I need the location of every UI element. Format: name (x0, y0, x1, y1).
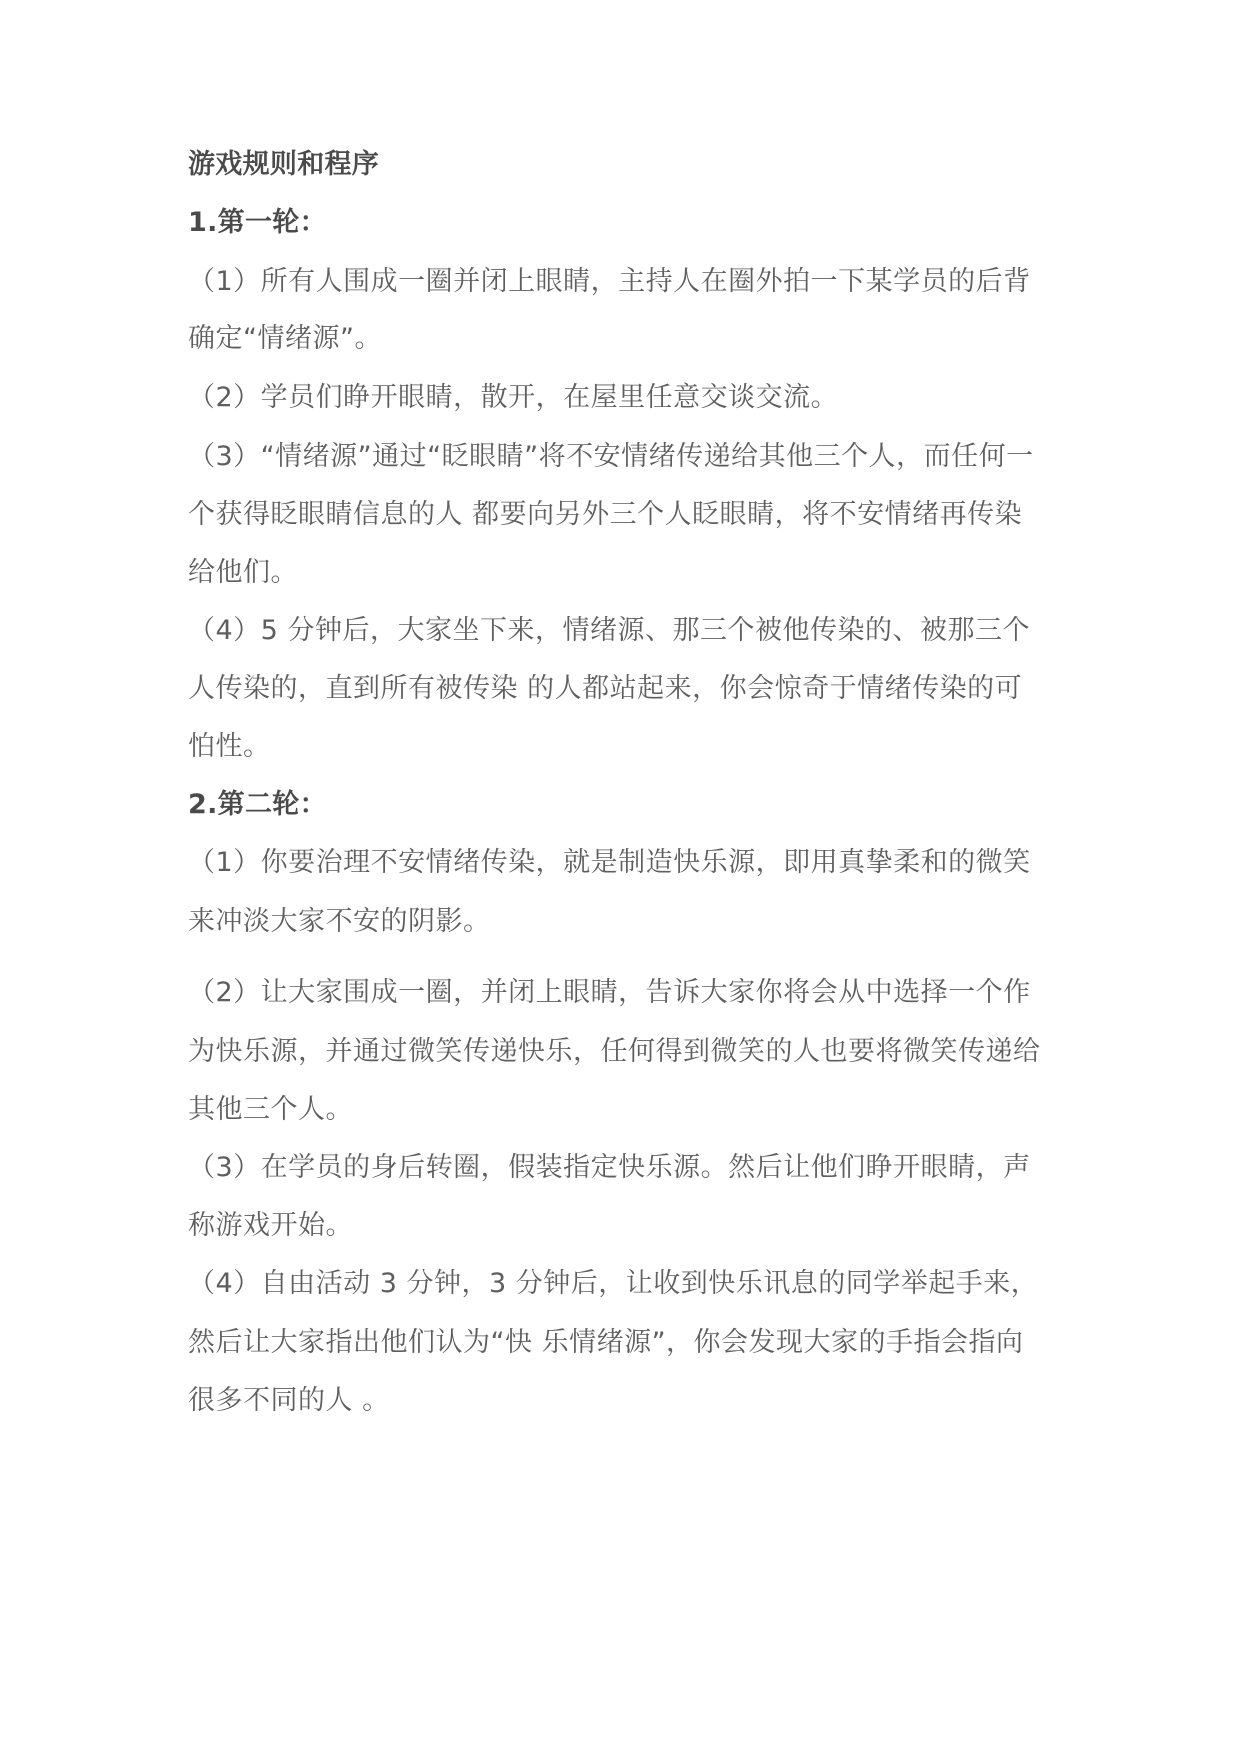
round2-line-10: 很多不同的人 。 (188, 1385, 390, 1416)
round1-line-9: 怕性。 (188, 731, 271, 762)
round1-heading: 1.第一轮： (188, 207, 327, 238)
round1-line-1: （1）所有人围成一圈并闭上眼睛，主持人在圈外拍一下某学员的后背 (188, 266, 1031, 297)
round2-line-6: （3）在学员的身后转圈，假装指定快乐源。然后让他们睁开眼睛，声 (188, 1152, 1031, 1183)
round2-line-8: （4）自由活动 3 分钟，3 分钟后，让收到快乐讯息的同学举起手来， (188, 1268, 1039, 1299)
round1-line-8: 人传染的，直到所有被传染 的人都站起来，你会惊奇于情绪传染的可 (188, 673, 1023, 704)
round1-line-5: 个获得眨眼睛信息的人 都要向另外三个人眨眼睛，将不安情绪再传染 (188, 499, 1023, 530)
round1-line-6: 给他们。 (188, 557, 298, 588)
round2-line-3: （2）让大家围成一圈，并闭上眼睛，告诉大家你将会从中选择一个作 (188, 977, 1031, 1008)
round2-heading: 2.第二轮： (188, 789, 327, 820)
document-title: 游戏规则和程序 (188, 149, 380, 180)
round2-line-7: 称游戏开始。 (188, 1210, 353, 1241)
round2-line-1: （1）你要治理不安情绪传染，就是制造快乐源，即用真挚柔和的微笑 (188, 847, 1031, 878)
round1-line-4: （3）“情绪源”通过“眨眼睛”将不安情绪传递给其他三个人，而任何一 (188, 441, 1034, 472)
round2-line-4: 为快乐源，并通过微笑传递快乐，任何得到微笑的人也要将微笑传递给 (188, 1036, 1041, 1067)
round2-line-2: 来冲淡大家不安的阴影。 (188, 906, 491, 937)
round1-line-7: （4）5 分钟后，大家坐下来，情绪源、那三个被他传染的、被那三个 (188, 615, 1030, 646)
round2-line-9: 然后让大家指出他们认为“快 乐情绪源”，你会发现大家的手指会指向 (188, 1327, 1024, 1358)
round2-line-5: 其他三个人。 (188, 1094, 353, 1125)
round1-line-2: 确定“情绪源”。 (188, 323, 382, 354)
round1-line-3: （2）学员们睁开眼睛，散开，在屋里任意交谈交流。 (188, 382, 839, 413)
